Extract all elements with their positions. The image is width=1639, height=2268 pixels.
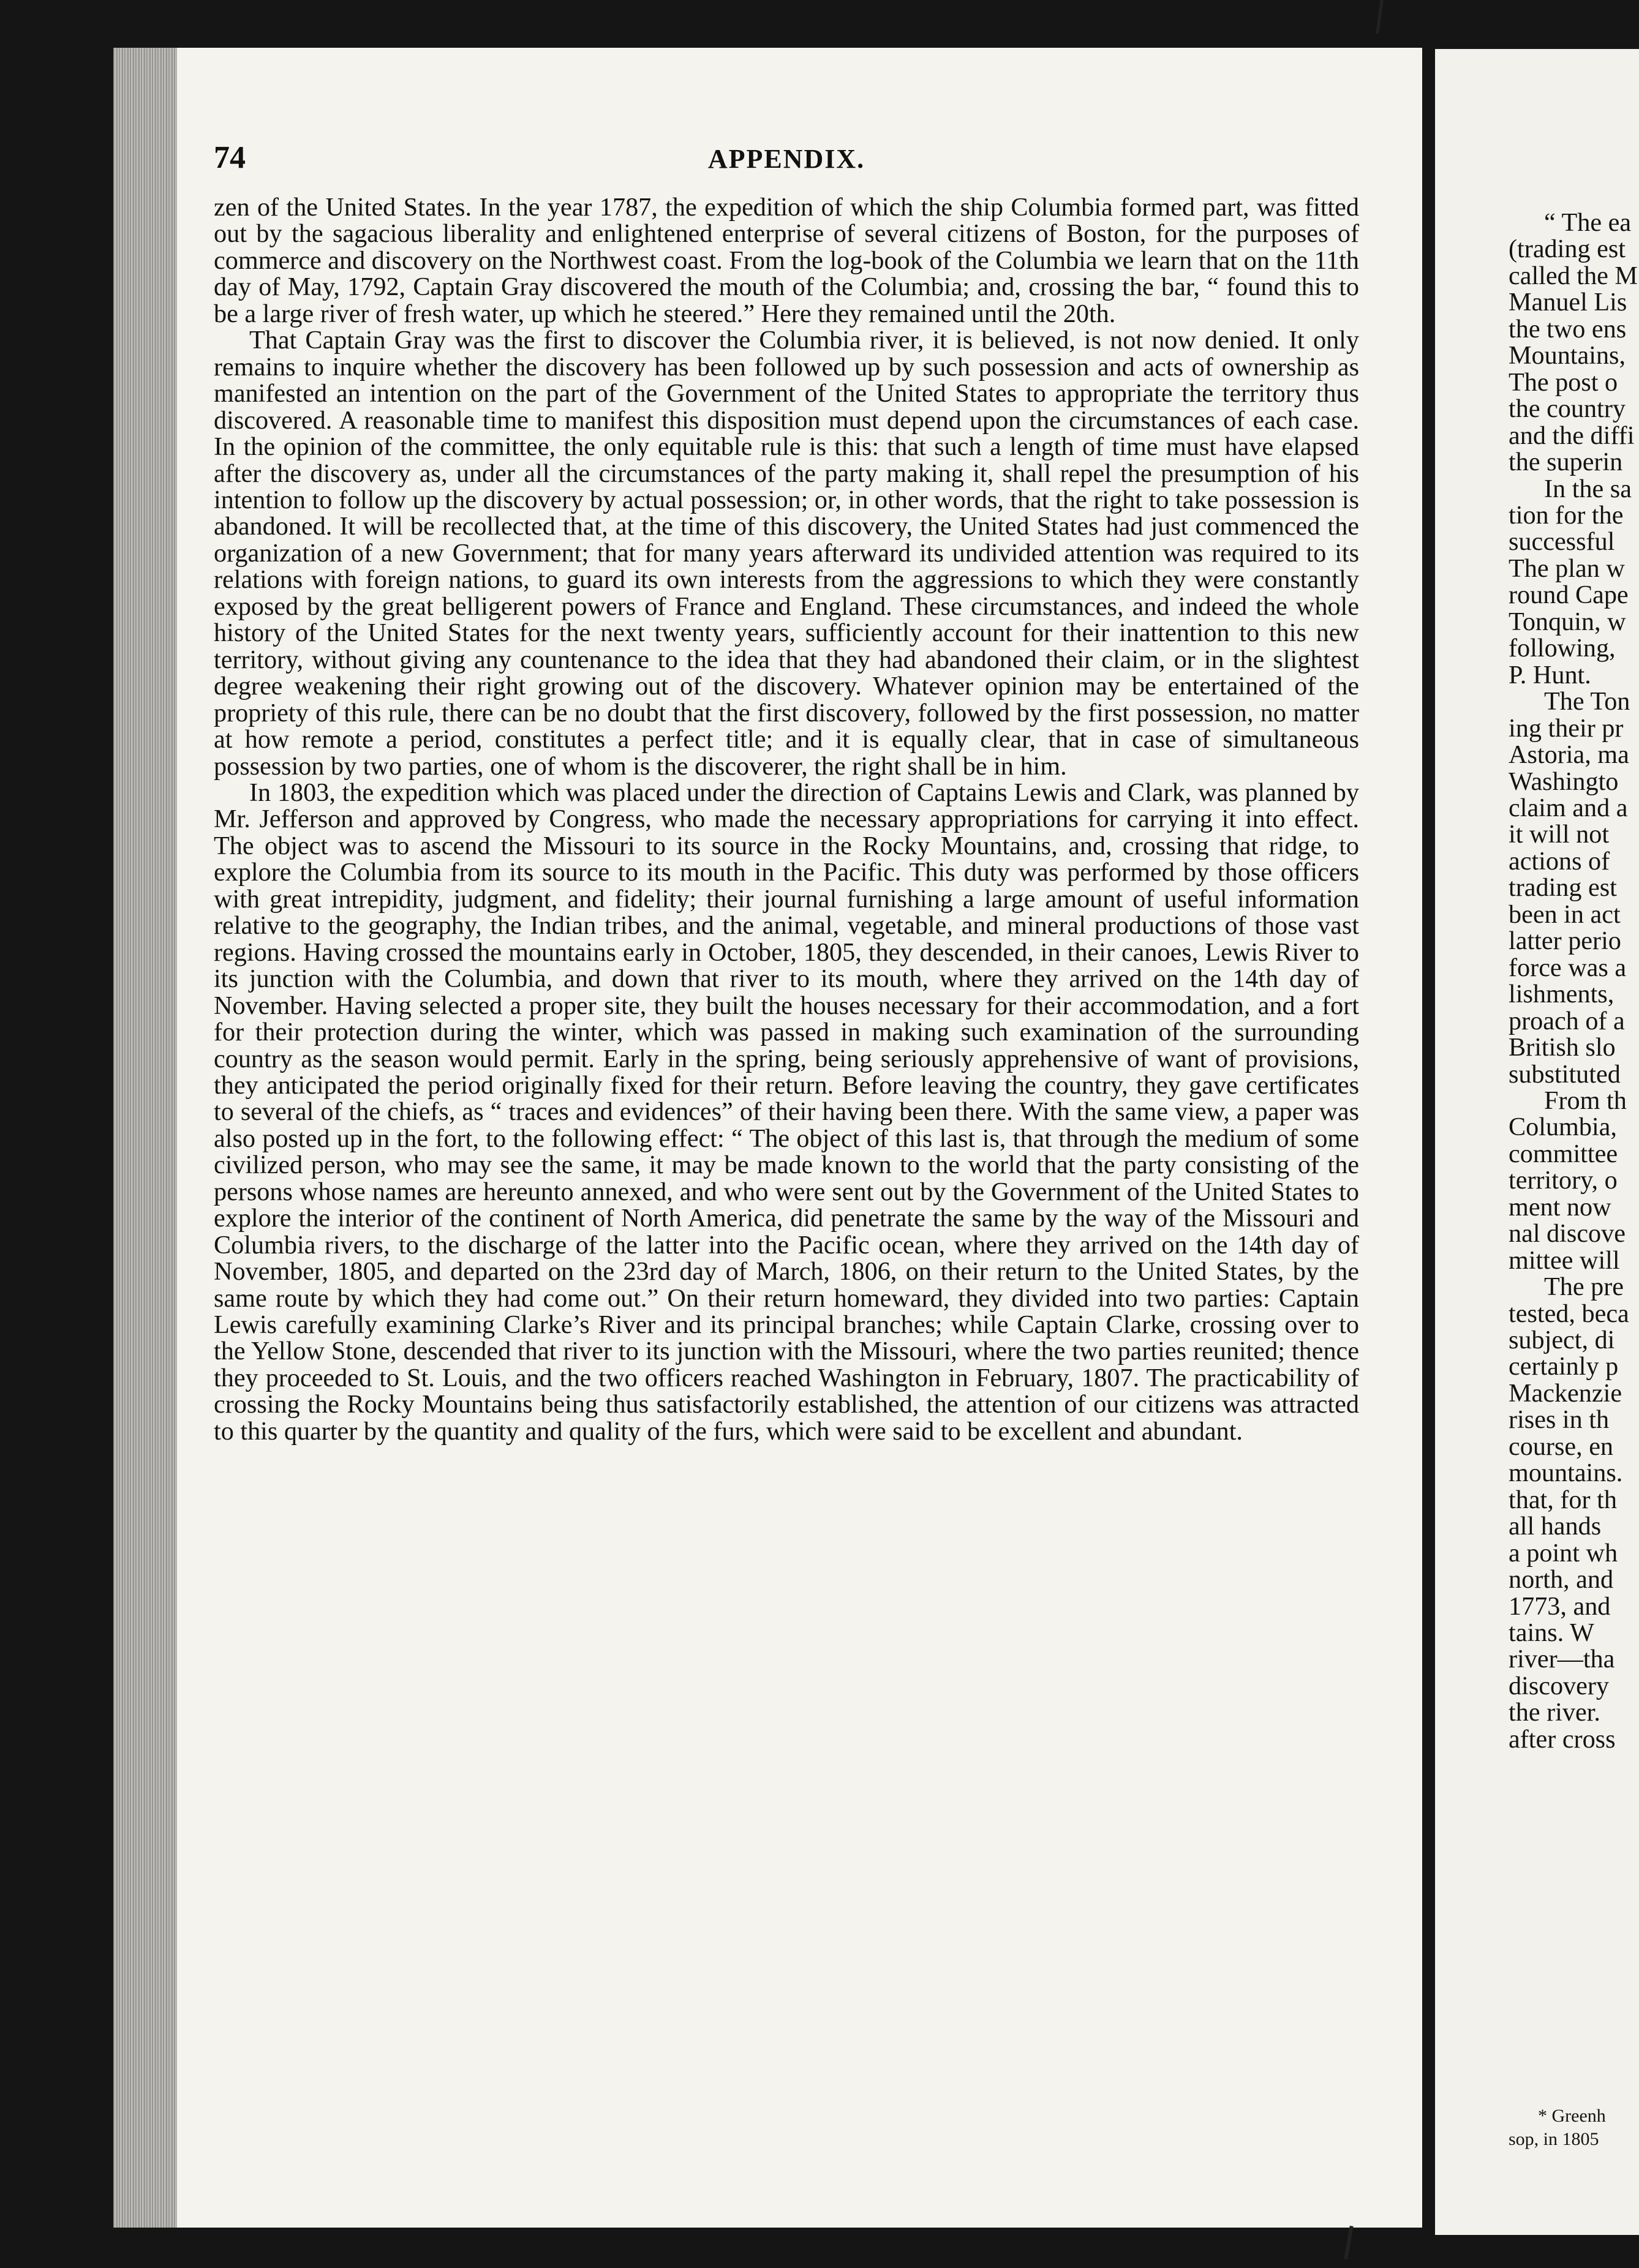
right-page-line: trading est bbox=[1509, 873, 1617, 903]
right-page-line: proach of a bbox=[1509, 1006, 1625, 1035]
right-page-line: round Cape bbox=[1509, 580, 1629, 610]
right-page-text bbox=[1509, 209, 1639, 1752]
page-header bbox=[214, 140, 1359, 182]
right-page-line: Columbia, bbox=[1509, 1113, 1617, 1142]
right-page-line: ment now bbox=[1509, 1192, 1611, 1222]
right-page-line: “ The ea bbox=[1544, 208, 1632, 237]
right-page-line: In the sa bbox=[1544, 474, 1632, 503]
right-page-line: that, for th bbox=[1509, 1485, 1617, 1514]
right-page-line: The plan w bbox=[1509, 554, 1625, 583]
right-page-line: mountains. bbox=[1509, 1459, 1623, 1488]
right-page-line: 1773, and bbox=[1509, 1591, 1611, 1621]
right-page-line: British slo bbox=[1509, 1033, 1616, 1062]
right-page-line: ing their pr bbox=[1509, 713, 1624, 743]
right-page-line: subject, di bbox=[1509, 1326, 1615, 1355]
right-page-line: it will not bbox=[1509, 820, 1610, 849]
right-page-line: mittee will bbox=[1509, 1245, 1620, 1275]
right-page-line: substituted bbox=[1509, 1059, 1621, 1089]
right-page-line: Mountains, bbox=[1509, 341, 1626, 370]
right-page-line: (trading est bbox=[1509, 235, 1626, 264]
right-page-line: north, and bbox=[1509, 1565, 1614, 1594]
right-page-line: force was a bbox=[1509, 953, 1627, 982]
right-page-line: rises in th bbox=[1509, 1405, 1610, 1435]
right-page-line: called the M bbox=[1509, 261, 1638, 290]
paragraph: In 1803, the expedition which was placed under the direction of Captains Lewis and Clark, was planned by Mr. Jefferson and approved by Congress, who made the necessary appropriations for carrying it into effect. The object was to ascend the Missouri to its source in the Rocky Mountains, and, crossing that ridge, to explore the Columbia from its source to its mouth in the Pacific. This duty was performed by those officers with great intrepidity, judgment, and fidelity; their journal furnishing a large amount of useful information relative to the geography, the Indian tribes, and the animal, vegetable, and mineral productions of those vast regions. Having crossed the mountains early in October, 1805, they descended, in their canoes, Lewis River to its junction with the Columbia, and down that river to its mouth, where they arrived on the 14th day of November. Having selected a proper site, they built the houses necessary for their accommodation, and a fort for their protection during the winter, which was passed in making such examination of the surrounding country as the season would permit. Early in the spring, being seriously apprehensive of want of provisions, they anticipated the period originally fixed for their return. Before leaving the country, they gave certificates to several of the chiefs, as “ traces and evidences” of their having been there. With the same view, a paper was also posted up in the fort, to the following effect: “ The object of this last is, that through the medium of some civilized person, who may see the same, it may be made known to the world that the party consisting of the persons whose names are hereunto annexed, and who were sent out by the Government of the United States to explore the interior of the continent of North America, did penetrate the same by the way of the Missouri and Columbia rivers, to the discharge of the latter into the Pacific ocean, where they arrived on the 14th day of November, 1805, and departed on the 23rd day of March, 1806, on their return to the United States, by the same route by which they had come out.” On their return homeward, they divided into two parties: Captain Lewis carefully examining Clarke’s River and its principal branches; while Captain Clarke, crossing over to the Yellow Stone, descended that river to its junction with the Missouri, where the two parties reunited; thence they proceeded to St. Louis, and the two officers reached Washington in February, 1807. The practicability of crossing the Rocky Mountains being thus satisfactorily established, the attention of our citizens was attracted to this quarter by the quantity and quality of the furs, which were said to be excellent and abundant. bbox=[214, 778, 1359, 1446]
right-page-line: successful bbox=[1509, 527, 1615, 557]
right-page-footnote bbox=[1509, 2105, 1639, 2151]
footnote-line: * Greenh bbox=[1538, 2106, 1606, 2126]
right-page-line: the superin bbox=[1509, 448, 1623, 477]
right-page-line: nal discove bbox=[1509, 1219, 1626, 1249]
running-head: APPENDIX. bbox=[707, 144, 865, 174]
right-page-line: committee bbox=[1509, 1139, 1618, 1168]
right-page-line: actions of bbox=[1509, 846, 1610, 876]
right-page-line: The pre bbox=[1544, 1272, 1624, 1302]
right-page-line: Tonquin, w bbox=[1509, 607, 1626, 636]
footnote-line: sop, in 1805 bbox=[1509, 2129, 1599, 2149]
right-page-line: discovery bbox=[1509, 1671, 1610, 1700]
right-page-line: been in act bbox=[1509, 899, 1621, 929]
right-page-line: Manuel Lis bbox=[1509, 288, 1627, 317]
right-page-line: the two ens bbox=[1509, 314, 1627, 344]
body-text bbox=[214, 194, 1359, 1444]
right-page-line: The post o bbox=[1509, 367, 1618, 397]
page-number: 74 bbox=[214, 140, 246, 175]
right-page-line: all hands bbox=[1509, 1512, 1602, 1541]
paragraph: zen of the United States. In the year 1787, the expedition of which the ship Columbia formed part, was fitted out by the sagacious liberality and enlightened enterprise of several citizens of Boston, for the purposes of commerce and discovery on the Northwest coast. From the log-book of the Columbia we learn that on the 11th day of May, 1792, Captain Gray discovered the mouth of the Columbia; and, crossing the bar, “ found this to be a large river of fresh water, up which he steered.” Here they remained until the 20th. bbox=[214, 193, 1359, 328]
right-page-line: a point wh bbox=[1509, 1538, 1618, 1568]
right-page-line: tion for the bbox=[1509, 500, 1624, 530]
right-page-line: tains. W bbox=[1509, 1618, 1594, 1648]
right-page-line: Washingto bbox=[1509, 767, 1619, 796]
right-page-line: lishments, bbox=[1509, 980, 1615, 1009]
right-page-line: and the diffi bbox=[1509, 421, 1635, 450]
right-page-line: following, bbox=[1509, 634, 1616, 663]
right-page-line: the country bbox=[1509, 394, 1626, 424]
page-edge-stack bbox=[113, 48, 177, 2228]
right-page-line: certainly p bbox=[1509, 1352, 1619, 1381]
right-page-line: From th bbox=[1544, 1086, 1627, 1115]
right-page-line: Astoria, ma bbox=[1509, 740, 1629, 770]
right-page-line: P. Hunt. bbox=[1509, 660, 1591, 689]
right-page-line: tested, beca bbox=[1509, 1299, 1629, 1328]
right-page-line: territory, o bbox=[1509, 1166, 1618, 1195]
right-page-line: course, en bbox=[1509, 1432, 1614, 1461]
right-page-line: The Ton bbox=[1544, 687, 1630, 716]
paragraph: That Captain Gray was the first to discover the Columbia river, it is believed, is not now denied. It only remains to inquire whether the discovery has been followed up by such possession and acts of ownership as manifested an intention on the part of the Government of the United States to appropriate the territory thus discovered. A reasonable time to manifest this disposition must depend upon the circumstances of each case. In the opinion of the committee, the only equitable rule is this: that such a length of time must have elapsed after the discovery as, under all the circumstances of the party making it, shall repel the presumption of his intention to follow up the discovery by actual possession; or, in other words, that the right to take possession is abandoned. It will be recollected that, at the time of this discovery, the United States had just commenced the organization of a new Government; that for many years afterward its undivided attention was required to its relations with foreign nations, to guard its own interests from the aggressions to which they were constantly exposed by the great belligerent powers of France and England. These circumstances, and indeed the whole history of the United States for the next twenty years, sufficiently account for their inattention to this new territory, without giving any countenance to the idea that they had abandoned their claim, or in the slightest degree weakening their right growing out of the discovery. Whatever opinion may be entertained of the propriety of this rule, there can be no doubt that the first discovery, followed by the first possession, no matter at how remote a period, constitutes a perfect title; and it is equally clear, that in case of simultaneous possession by two parties, one of whom is the discoverer, the right shall be in him. bbox=[214, 326, 1359, 781]
right-page-line: the river. bbox=[1509, 1698, 1600, 1727]
right-page-line: latter perio bbox=[1509, 926, 1621, 956]
right-page-line: claim and a bbox=[1509, 793, 1628, 822]
right-page-line: river—tha bbox=[1509, 1645, 1615, 1674]
right-page-line: after cross bbox=[1509, 1724, 1616, 1754]
right-page-line: Mackenzie bbox=[1509, 1378, 1622, 1408]
